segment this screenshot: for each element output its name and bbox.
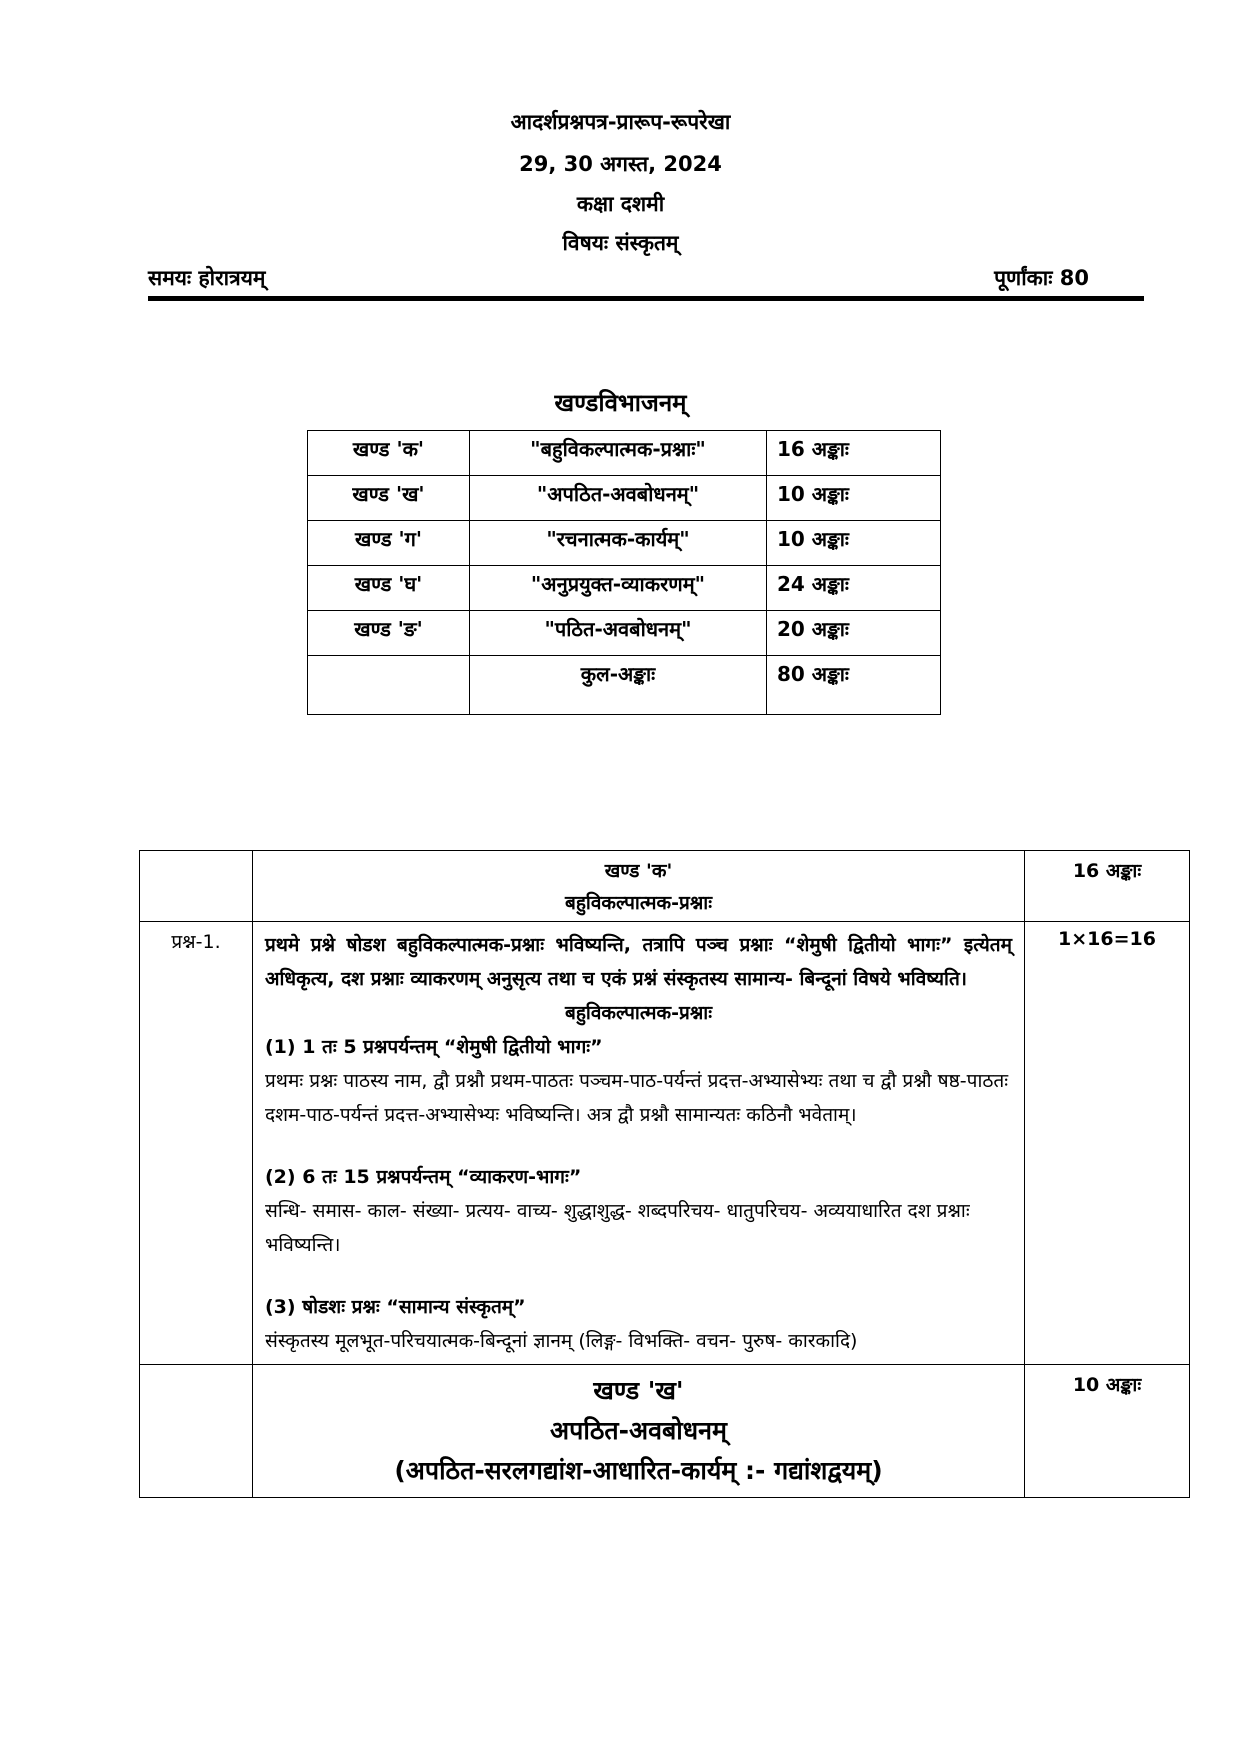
document-date: 29, 30 अगस्त, 2024 (519, 152, 722, 176)
section-a-title: खण्ड 'क' (604, 860, 673, 882)
total-row (308, 656, 941, 715)
table-row (308, 431, 941, 476)
section-name-cell: "अनुप्रयुक्त-व्याकरणम्" (470, 566, 767, 611)
section-marks-cell: 16 अङ्काः (767, 431, 941, 476)
section-b-title: खण्ड 'ख' (593, 1376, 684, 1405)
section-b-heading-cell (253, 1365, 1025, 1498)
division-table (307, 430, 941, 715)
section-a-subtitle: बहुविकल्पात्मक-प्रश्नाः (564, 892, 713, 914)
section-cell: खण्ड 'क' (308, 431, 470, 476)
section-a-header-row (140, 851, 1190, 922)
section-name-cell: "बहुविकल्पात्मक-प्रश्नाः" (470, 431, 767, 476)
empty-cell (308, 656, 470, 715)
document-title: आदर्शप्रश्नपत्र-प्रारूप-रूपरेखा (510, 110, 731, 134)
total-marks-cell: 80 अङ्काः (767, 656, 941, 715)
empty-cell (140, 851, 253, 922)
section-cell: खण्ड 'घ' (308, 566, 470, 611)
table-row (308, 476, 941, 521)
section-cell: खण्ड 'ङ' (308, 611, 470, 656)
section-marks-cell: 20 अङ्काः (767, 611, 941, 656)
part-1-text: प्रथमः प्रश्नः पाठस्य नाम, द्वौ प्रश्नौ प्रथम-पाठतः पञ्चम-पाठ-पर्यन्तं प्रदत्त-अभ्यासेभ्यः तथा च द्वौ प्रश्नौ षष्ठ-पाठतः दशम-पाठ-पर्यन्तं प्रदत्त-अभ्यासेभ्यः भविष्यन्ति। अत्र द्वौ प्रश्नौ सामान्यतः कठिनौ भवेताम्। (265, 1070, 1009, 1126)
section-a-marks: 16 अङ्काः (1025, 851, 1190, 922)
inner-heading: बहुविकल्पात्मक-प्रश्नाः (564, 1002, 713, 1024)
division-title: खण्डविभाजनम् (554, 389, 687, 417)
part-2-text: सन्धि- समास- काल- संख्या- प्रत्यय- वाच्य- शुद्धाशुद्ध- शब्दपरिचय- धातुपरिचय- अव्ययाधारित दश प्रश्नाः भविष्यन्ति। (265, 1200, 970, 1256)
part-1-heading: (1) 1 तः 5 प्रश्नपर्यन्तम् “शेमुषी द्वितीयो भागः” (265, 1036, 603, 1058)
table-row (308, 521, 941, 566)
section-name-cell: "रचनात्मक-कार्यम्" (470, 521, 767, 566)
time-label: समयः होरात्रयम् (148, 266, 266, 290)
section-cell: खण्ड 'ग' (308, 521, 470, 566)
empty-cell (140, 1365, 253, 1498)
question-1-content (253, 922, 1025, 1365)
class-label: कक्षा दशमी (576, 192, 665, 216)
section-b-header-row (140, 1365, 1190, 1498)
section-name-cell: "पठित-अवबोधनम्" (470, 611, 767, 656)
table-row (308, 611, 941, 656)
section-b-detail: (अपठित-सरलगद्यांश-आधारित-कार्यम् :- गद्यांशद्वयम्) (394, 1456, 883, 1485)
full-marks-label: पूर्णांकाः 80 (994, 266, 1089, 290)
section-b-subtitle: अपठित-अवबोधनम् (550, 1416, 727, 1445)
question-number: प्रश्न-1. (140, 922, 253, 1365)
header-divider (148, 296, 1144, 301)
section-marks-cell: 10 अङ्काः (767, 476, 941, 521)
section-detail-table (139, 850, 1190, 1498)
question-1-intro: प्रथमे प्रश्ने षोडश बहुविकल्पात्मक-प्रश्नाः भविष्यन्ति, तत्रापि पञ्च प्रश्नाः “शेमुषी द्वितीयो भागः” इत्येतम् अधिकृत्य, दश प्रश्नाः व्याकरणम् अनुसृत्य तथा च एकं प्रश्नं संस्कृतस्य सामान्य- बिन्दूनां विषये भविष्यति। (265, 934, 1012, 990)
section-cell: खण्ड 'ख' (308, 476, 470, 521)
section-marks-cell: 10 अङ्काः (767, 521, 941, 566)
section-name-cell: "अपठित-अवबोधनम्" (470, 476, 767, 521)
part-2-heading: (2) 6 तः 15 प्रश्नपर्यन्तम् “व्याकरण-भागः” (265, 1166, 582, 1188)
total-label-cell: कुल-अङ्काः (470, 656, 767, 715)
question-1-row (140, 922, 1190, 1365)
subject-label: विषयः संस्कृतम् (562, 231, 679, 255)
section-a-heading-cell (253, 851, 1025, 922)
part-3-text: संस्कृतस्य मूलभूत-परिचयात्मक-बिन्दूनां ज्ञानम् (लिङ्ग- विभक्ति- वचन- पुरुष- कारकादि) (265, 1330, 858, 1352)
part-3-heading: (3) षोडशः प्रश्नः “सामान्य संस्कृतम्” (265, 1296, 526, 1318)
question-1-marks: 1×16=16 (1025, 922, 1190, 1365)
section-marks-cell: 24 अङ्काः (767, 566, 941, 611)
table-row (308, 566, 941, 611)
section-b-marks: 10 अङ्काः (1025, 1365, 1190, 1498)
